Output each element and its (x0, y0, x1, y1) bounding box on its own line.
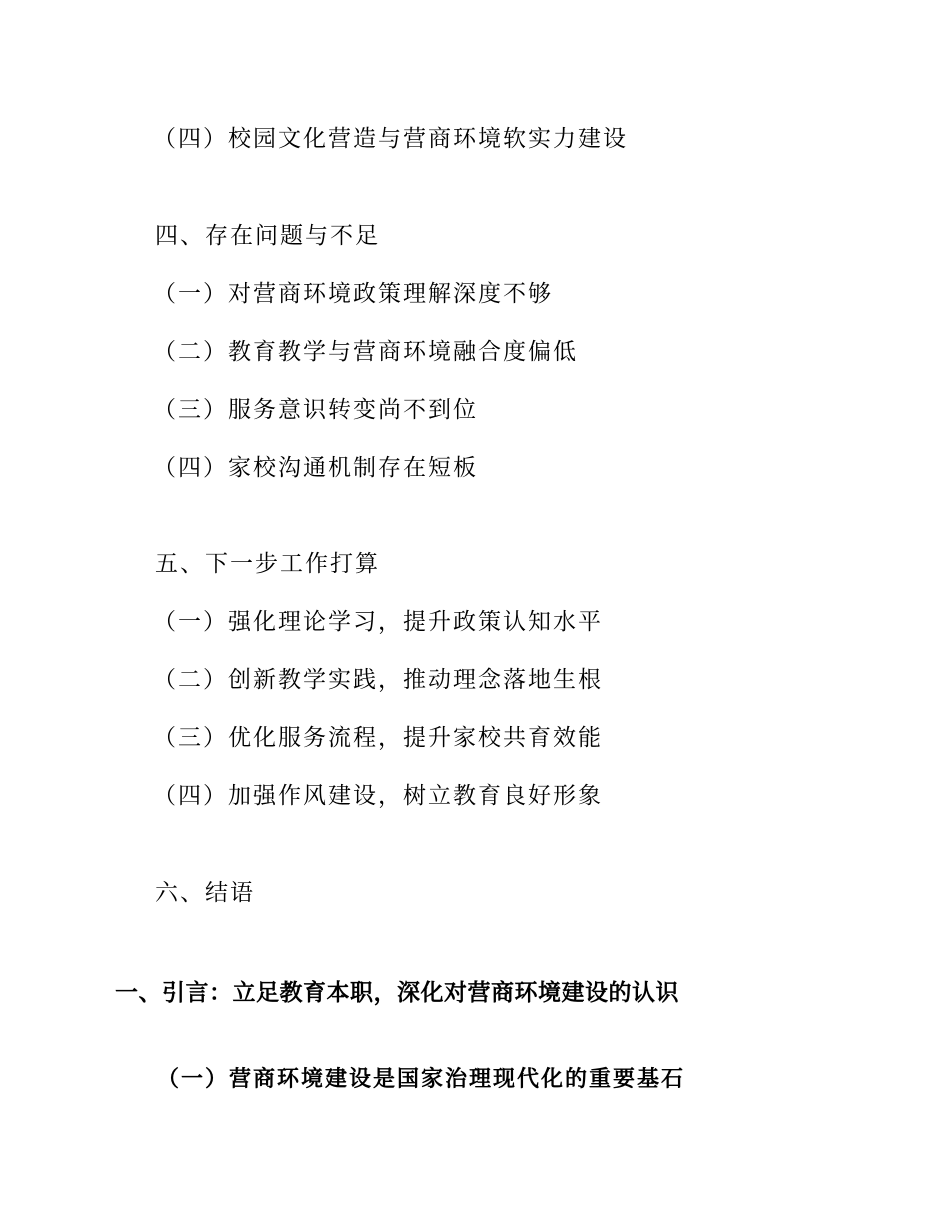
heading-level-1: 一、引言：立足教育本职，深化对营商环境建设的认识 (115, 980, 679, 1006)
outline-item-4-4: （四）家校沟通机制存在短板 (153, 455, 478, 481)
heading-level-2: （一）营商环境建设是国家治理现代化的重要基石 (157, 1066, 686, 1092)
outline-item-5-3: （三）优化服务流程，提升家校共育效能 (153, 725, 603, 751)
outline-item-4-3: （三）服务意识转变尚不到位 (153, 397, 478, 423)
outline-item-5-4: （四）加强作风建设，树立教育良好形象 (153, 783, 603, 809)
outline-item-4-2: （二）教育教学与营商环境融合度偏低 (153, 339, 578, 365)
outline-section-4-title: 四、存在问题与不足 (155, 223, 380, 249)
outline-section-5-title: 五、下一步工作打算 (155, 551, 380, 577)
outline-section-6-title: 六、结语 (155, 880, 255, 906)
outline-item-5-1: （一）强化理论学习，提升政策认知水平 (153, 609, 603, 635)
outline-item-3-4: （四）校园文化营造与营商环境软实力建设 (153, 126, 628, 152)
outline-item-4-1: （一）对营商环境政策理解深度不够 (153, 281, 553, 307)
outline-item-5-2: （二）创新教学实践，推动理念落地生根 (153, 667, 603, 693)
